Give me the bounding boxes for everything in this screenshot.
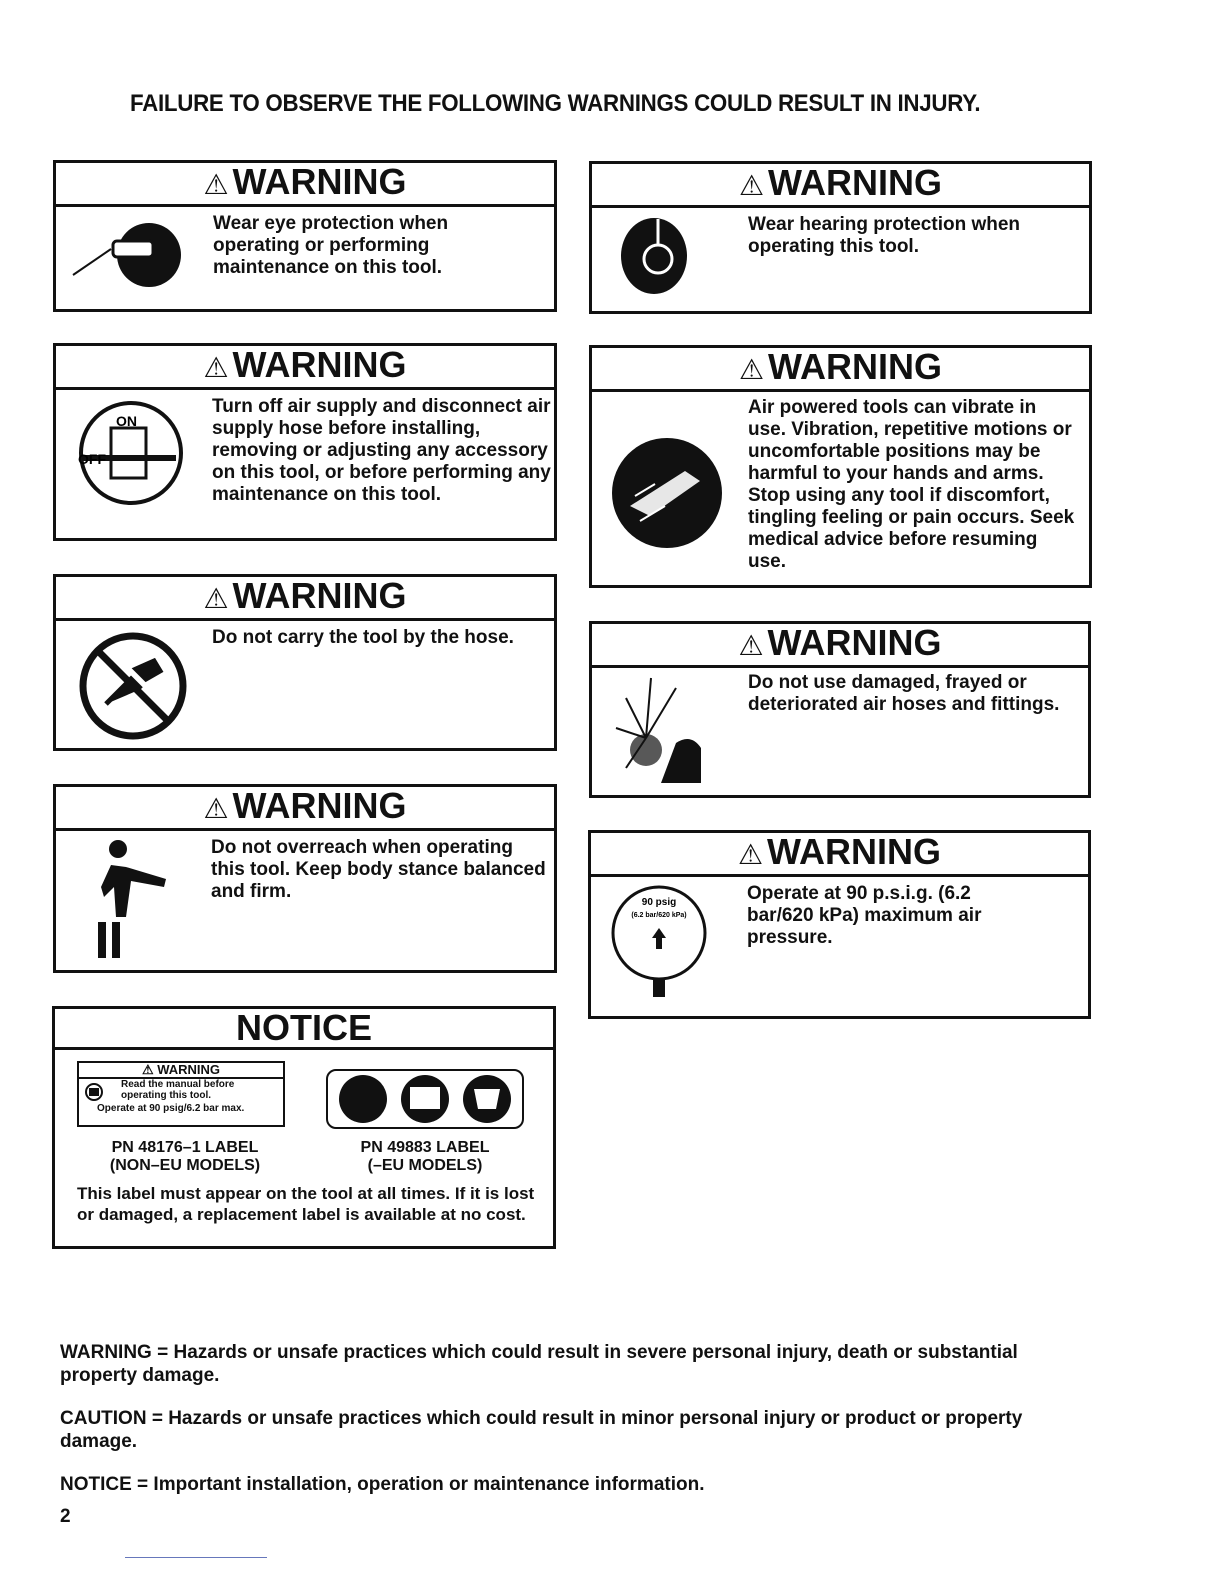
warning-text: Air powered tools can vibrate in use. Vibration, repetitive motions or uncomfortable positions may be harmful to your hands and arms. Stop using any tool if discomfort, tingling feeling or pain occurs. Seek medical advice before resuming use. [748,397,1075,572]
eu-pictogram-label [326,1069,524,1129]
page-title: FAILURE TO OBSERVE THE FOLLOWING WARNINGS COULD RESULT IN INJURY. [130,90,981,117]
eye-protection-icon [71,215,191,295]
notice-box [52,1006,556,1249]
warning-text: Wear eye protection when operating or performing maintenance on this tool. [213,213,449,278]
svg-text:OFF: OFF [78,451,106,467]
warning-text: Operate at 90 p.s.i.g. (6.2 bar/620 kPa) maximum air pressure. [747,883,982,948]
warning-triangle-icon: ⚠ [738,170,765,201]
definition-warning: WARNING = Hazards or unsafe practices which could result in severe personal injury, death or substantial property damage. [60,1342,1018,1386]
warning-vibration: ⚠ WARNING Air powered tools can vibrate in use. Vibration, repetitive motions or uncomfortable positions may be harmful to your hands and arms. Stop using any tool if discomfort, tingling feeling or pain occurs. Seek medical advice before resuming use. [589,345,1092,588]
hose-burst-icon [606,668,721,783]
warning-triangle-icon: ⚠ [203,169,229,200]
warning-triangle-icon: ⚠ [203,583,229,614]
no-carry-by-hose-icon [76,629,191,744]
overreach-icon [86,837,186,962]
notice-text: This label must appear on the tool at all times. If it is lost or damaged, a replacement label is available at no cost. [77,1184,535,1224]
warning-triangle-icon: ⚠ [738,630,764,661]
mini-label-line: Read the manual before [121,1079,235,1090]
mini-label-heading: WARNING [157,1062,221,1077]
warning-text: Turn off air supply and disconnect air supply hose before installing, removing or adjusting any accessory on this tool, or before performing any maintenance on this tool. [212,396,551,505]
eu-pictograms-icon [328,1071,522,1127]
warning-triangle-icon: ⚠ [737,839,764,870]
pressure-gauge-icon [609,883,709,1003]
mini-warning-label: ⚠ WARNING Read the manual before operating this tool. Operate at 90 psig/6.2 bar max. [77,1061,285,1127]
definition-caution: CAUTION = Hazards or unsafe practices which could result in minor personal injury or product or property damage. [60,1408,1023,1452]
notice-heading: NOTICE [55,1009,553,1050]
warning-triangle-icon: ⚠ [738,354,765,385]
warning-text: Do not overreach when operating this tool. Keep body stance balanced and firm. [211,837,546,902]
warning-header: ⚠ WARNING [56,163,554,207]
label1-models: (NON–EU MODELS) [109,1157,261,1174]
label1-pn: PN 48176–1 LABEL [111,1139,259,1156]
warning-text: Do not carry the tool by the hose. [212,627,514,648]
svg-text:90 psig: 90 psig [641,897,677,908]
warning-triangle-icon: ⚠ [203,352,229,383]
warning-carry-hose: ⚠ WARNING Do not carry the tool by the hose. [53,574,557,751]
divider [125,1557,267,1558]
warning-air-supply: ⚠ WARNING ON OFF Turn off air supply and disconnect air supply hose before installing, removing or adjusting any accessory on this tool, or before performing any maintenance on this tool. [53,343,557,541]
warning-text: Wear hearing protection when operating this tool. [748,214,1021,257]
svg-text:ON: ON [116,413,137,429]
warning-air-pressure: ⚠ WARNING 90 psig (6.2 bar/620 kPa) Operate at 90 p.s.i.g. (6.2 bar/620 kPa) maximum air pressure. [588,830,1091,1019]
definition-notice: NOTICE = Important installation, operation or maintenance information. [60,1474,705,1495]
hearing-protection-icon [618,214,693,299]
warning-damaged-hose: ⚠ WARNING Do not use damaged, frayed or deteriorated air hoses and fittings. [589,621,1091,798]
warning-overreach: ⚠ WARNING Do not overreach when operating this tool. Keep body stance balanced and firm. [53,784,557,973]
warning-triangle-icon: ⚠ [203,793,229,824]
mini-label-line: Operate at 90 psig/6.2 bar max. [97,1103,245,1114]
air-supply-off-icon [76,398,186,508]
warning-hearing-protection: ⚠ WARNING Wear hearing protection when operating this tool. [589,161,1092,314]
vibration-hands-icon [610,436,725,551]
label2-models: (–EU MODELS) [367,1157,483,1174]
page-number: 2 [60,1506,71,1527]
svg-text:(6.2 bar/620 kPa): (6.2 bar/620 kPa) [631,912,687,919]
label2-pn: PN 49883 LABEL [360,1139,490,1156]
warning-text: Do not use damaged, frayed or deteriorated air hoses and fittings. [748,672,1060,715]
warning-eye-protection [53,160,557,312]
manual-icon [84,1082,104,1102]
mini-label-line: operating this tool. [121,1090,211,1101]
